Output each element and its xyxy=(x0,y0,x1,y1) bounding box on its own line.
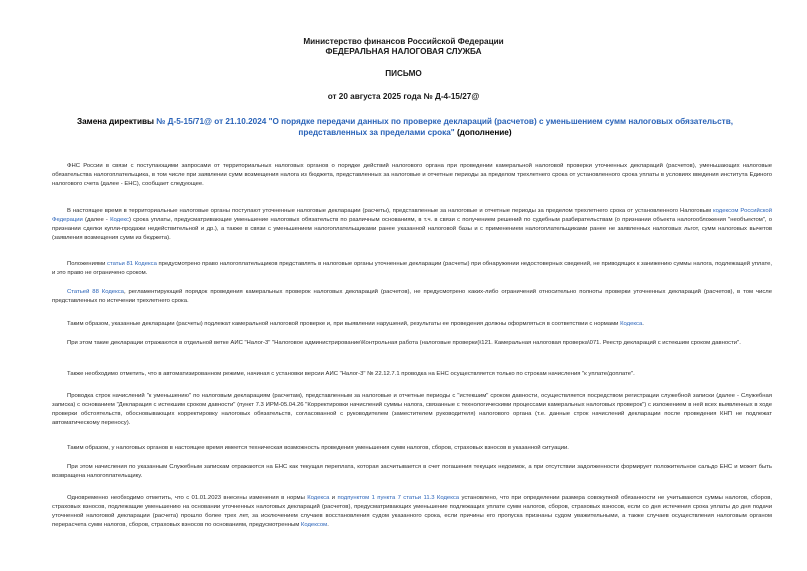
tax-code-link[interactable]: кодексом Российской Федерации xyxy=(52,208,772,223)
paragraph-3-text-a: Положениями xyxy=(67,261,108,267)
paragraph-5 xyxy=(52,320,772,329)
paragraph-8 xyxy=(52,392,772,428)
paragraph-5-text-a: Таким образом, указанные декларации (расчеты) подлежат камеральной налоговой проверке и, при выявлении нарушений, результаты ее проведения должны оформляться в соответствии с нормами xyxy=(67,321,621,327)
code-link-2[interactable]: Кодекса xyxy=(620,321,643,327)
paragraph-3-text-b: предусмотрено право налогоплательщиков представлять в налоговые органы уточненные декларации (расчеты) при обнаружении недостоверных сведений, не приводящих к занижению суммы налога, подлежащей уплате, и это право не ограничено сроком. xyxy=(52,261,773,276)
paragraph-10-text: При этом начисления по указанным Служебным запискам отражаются на ЕНС как текущая переплата, которая засчитывается в счет погашения текущих недоимок, а при отсутствии задолженности формирует положительное сальдо ЕНС и может быть возвращена налогоплательщику. xyxy=(52,464,772,479)
paragraph-11-text-a: Одновременно необходимо отметить, что с 01.01.2023 внесены изменения в нормы xyxy=(67,495,308,501)
paragraph-6 xyxy=(52,339,772,348)
paragraph-5-text-b: . xyxy=(642,321,644,327)
paragraph-2-text-b: (далее - xyxy=(82,216,111,223)
paragraph-8-text: Проводка строк начислений "к уменьшению" по налоговым декларациям (расчетам), представленным за налоговые и отчетные периоды с "истекшим" сроком давности, осуществляется посредством регистрации служебной записки (далее - Служебная записка) с основанием "Декларация с истекшим сроком давности" (пункт 7.3 ИРМ-05.04.26 "Корректировки начислений суммы налога, связанные с технологическими процессами камеральных налоговых проверок") с изложением в ней всех выявленных в ходе проверки обстоятельств, обосновывающих корректировку налоговых обязательств, согласованной с руководителем (заместителем руководителя) налогового органа (т.е. данные строк начислений декларации после проведения КНП не подлежат автоматическому переносу). xyxy=(52,393,772,426)
paragraph-10 xyxy=(52,463,772,481)
paragraph-6-text: При этом такие декларации отражаются в отдельной ветке АИС "Налог-3" "Налоговое администрирование\Контрольная работа (налоговые проверки)\121. Камеральная налоговая проверка\071. Реестр деклараций с истекшим сроком давности". xyxy=(67,340,741,346)
paragraph-1 xyxy=(52,162,772,189)
article-88-link[interactable]: Статьей 88 Кодекса xyxy=(67,289,124,295)
paragraph-9 xyxy=(52,444,772,453)
paragraph-4-text: , регламентирующей порядок проведения камеральных проверок налоговых деклараций (расчетов), не предусмотрено каких-либо ограничений относительно полноты проверки уточненных деклараций (расчетов), в том числе представленных по истечении трехлетнего срока. xyxy=(52,289,772,304)
article-81-link[interactable]: статьи 81 Кодекса xyxy=(107,261,157,267)
service-name: ФЕДЕРАЛЬНАЯ НАЛОГОВАЯ СЛУЖБА xyxy=(325,47,482,56)
document-title xyxy=(55,116,755,138)
document-date-number: от 20 августа 2025 года № Д-4-15/27@ xyxy=(327,92,480,101)
code-link[interactable]: Кодекс xyxy=(110,216,129,223)
paragraph-11-text-d: . xyxy=(327,521,329,528)
paragraph-2-text-c: ) срока уплаты, предусматривающие уменьшение налоговых обязательств по различным основаниям, в т.ч. в связи с получением решений по судебным разбирательствам (о признании объекта налогообложения "необъектом", о признании сделки купли-продажи недействительной и др.), а также в связи с уменьшением налогоплательщиками ранее указанной налоговой базы и с применением налогоплательщиками ранее не заявленных налоговых льгот, сумм налоговых вычетов (заявления возмещения сумм из бюджета). xyxy=(52,216,772,241)
ministry-name: Министерство финансов Российской Федерации xyxy=(303,37,504,46)
title-prefix: Замена директивы xyxy=(76,117,157,126)
title-directive-link[interactable]: № Д-5-15/71@ от 21.10.2024 "О порядке передачи данных по проверке деклараций (расчетов) с уменьшением сумм налоговых обязательств, представленных за пределами срока" xyxy=(156,117,734,137)
paragraph-11 xyxy=(52,494,772,530)
code-link-4[interactable]: Кодексом xyxy=(300,521,328,528)
paragraph-11-text-c: установлено, что при определении размера совокупной обязанности не учитываются суммы налогов, сборов, страховых взносов, подлежащие уменьшению на основании уточненных налоговых деклараций (расчетов), предусматривающих уменьшение подлежащих уплате сумм налогов, сборов, страховых взносов, если со дня истечения срока уплаты до дня подачи уточненной налоговой декларации (расчета) прошло более трех лет, за исключением случаев восстановления судом указанного срока, если причины его пропуска признаны судом уважительными, а также случаев осуществления налоговым органом перерасчета сумм налогов, сборов, страховых взносов по основаниям, предусмотренным xyxy=(52,495,772,528)
paragraph-3 xyxy=(52,260,772,278)
document-type: ПИСЬМО xyxy=(385,69,422,78)
code-link-3[interactable]: Кодекса xyxy=(307,495,330,501)
paragraph-2-text-a: В настоящее время в территориальные налоговые органы поступают уточненные налоговые декларации (расчеты), представленные за налоговые и отчетные периоды за пределом трехлетнего срока от установленного Налоговым xyxy=(67,208,713,214)
paragraph-2 xyxy=(52,207,772,243)
paragraph-1-text: ФНС России в связи с поступающими запросами от территориальных налоговых органов о порядке действий налогового органа при проведении камеральной налоговой проверки уточненных деклараций (расчетов), уменьшающих налоговые обязательства налогоплательщика, в том числе при заявлении сумм возмещения налога из бюджета, представленных за налоговые и отчетные периоды за пределом трехлетнего срока от установленного срока уплаты в условиях введения института Единого налогового счета (далее - ЕНС), сообщает следующее. xyxy=(52,163,772,187)
paragraph-4 xyxy=(52,288,772,306)
article-11-3-link[interactable]: подпунктом 1 пункта 7 статьи 11.3 Кодекса xyxy=(337,495,460,501)
paragraph-9-text: Таким образом, у налоговых органов в настоящее время имеется техническая возможность проведения уменьшения сумм налогов, сборов, страховых взносов в указанной ситуации. xyxy=(67,445,569,451)
paragraph-11-text-b: и xyxy=(329,495,338,501)
paragraph-7-text: Также необходимо отметить, что в автоматизированном режиме, начиная с установки версии АИС "Налог-3" № 22.12.7.1 проводка на ЕНС осуществляется только по строкам начисления "к уплате/доплате". xyxy=(67,371,635,377)
paragraph-7 xyxy=(52,370,772,379)
title-suffix: (дополнение) xyxy=(454,128,512,137)
